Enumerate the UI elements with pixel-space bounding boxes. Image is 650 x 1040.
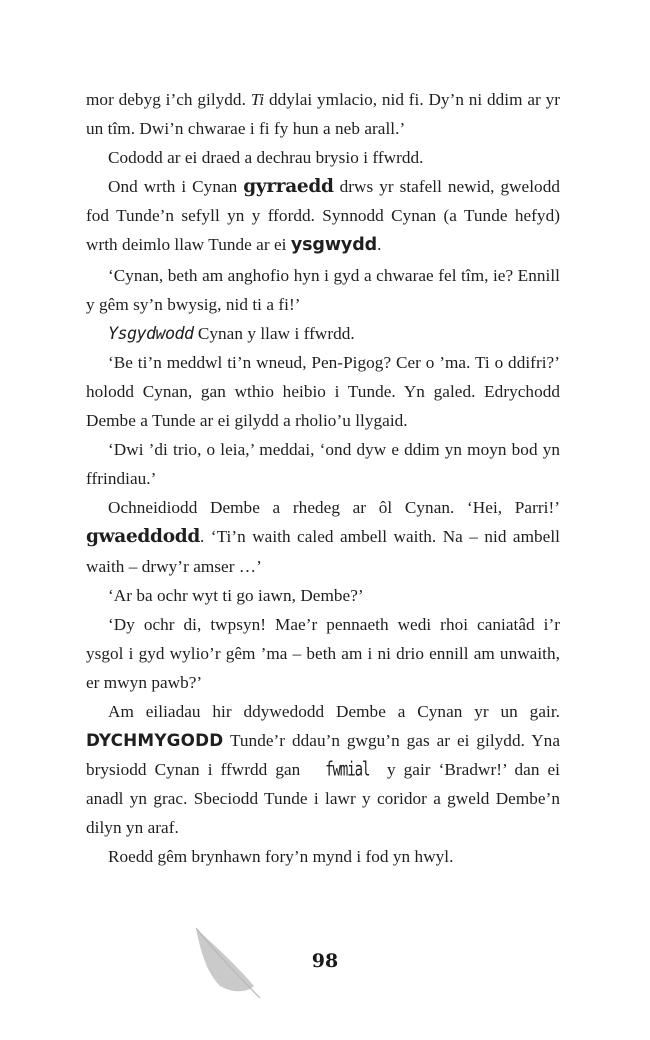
paragraph-1-text-a: mor debyg i’ch gilydd.: [86, 90, 251, 109]
paragraph-3: [86, 172, 560, 260]
paragraph-12-text: Roedd gêm brynhawn fory’n mynd i fod yn hwyl.: [108, 847, 454, 867]
paragraph-1-text-b: ddylai ymlacio, nid fi. Dy’n ni ddim ar yr un tîm. Dwi’n chwarae i fi fy hun a neb arall.’: [86, 90, 560, 139]
paragraph-11-display-word-2: fwmial: [325, 758, 370, 782]
paragraph-2-text: Cododd ar ei draed a dechrau brysio i ffwrdd.: [108, 148, 424, 168]
paragraph-5-display-word: Ysgydwodd: [108, 322, 194, 343]
paragraph-7: [86, 435, 560, 493]
paragraph-11-text-b: Tunde’r ddau’n gwgu’n gas ar ei gilydd. Yna brysiodd Cynan i ffwrdd gan: [86, 731, 560, 780]
paragraph-7-text: ‘Dwi ’di trio, o leia,’ meddai, ‘ond dyw e ddim yn moyn bod yn ffrindiau.’: [86, 440, 560, 489]
paragraph-4-text: ‘Cynan, beth am anghofio hyn i gyd a chwarae fel tîm, ie? Ennill y gêm sy’n bwysig, nid ti a fi!’: [86, 265, 560, 314]
paragraph-10: [86, 610, 560, 697]
paragraph-12: [86, 842, 560, 871]
paragraph-10-text: ‘Dy ochr di, twpsyn! Mae’r pennaeth wedi rhoi caniatâd i’r ysgol i gyd wylio’r gêm ’ma – beth am i ni drio ennill am unwaith, er mwyn pawb?’: [86, 614, 560, 692]
paragraph-11-display-word-1: DYCHMYGODD: [86, 730, 224, 751]
feather-icon: [190, 924, 270, 1004]
paragraph-11-text-c: y gair ‘Bradwr!’ dan ei anadl yn grac. Sbeciodd Tunde i lawr y coridor a gweld Dembe’n dilyn yn araf.: [86, 760, 560, 838]
feather-vane: [196, 928, 254, 991]
paragraph-3-text-a: Ond wrth i Cynan: [108, 177, 244, 197]
paragraph-1-emphasis: Ti: [250, 90, 265, 109]
body-text: [86, 85, 560, 872]
paragraph-6-text: ‘Be ti’n meddwl ti’n wneud, Pen-Pigog? Cer o ’ma. Ti o ddifri?’ holodd Cynan, gan wthio heibio i Tunde. Yn galed. Edrychodd Dembe a Tunde ar ei gilydd a rholio’u llygaid.: [86, 352, 560, 431]
paragraph-9-text: ‘Ar ba ochr wyt ti go iawn, Dembe?’: [108, 585, 364, 605]
paragraph-6: [86, 348, 560, 435]
paragraph-2: [86, 143, 560, 172]
paragraph-5-text: Cynan y llaw i ffwrdd.: [193, 323, 355, 343]
page-number: 98: [311, 950, 339, 972]
paragraph-1: [86, 85, 560, 143]
paragraph-3-text-c: .: [377, 235, 382, 255]
paragraph-4: [86, 261, 560, 319]
paragraph-3-display-word-1: gyrraedd: [243, 176, 334, 198]
paragraph-8-text-b: . ‘Ti’n waith caled ambell waith. Na – nid ambell waith – drwy’r amser …’: [86, 527, 560, 576]
paragraph-8-display-word: gwaeddodd: [86, 526, 201, 548]
paragraph-11-text-a: Am eiliadau hir ddywedodd Dembe a Cynan yr un gair.: [108, 701, 560, 721]
paragraph-8: [86, 493, 560, 580]
paragraph-5: [86, 319, 560, 348]
paragraph-8-text-a: Ochneidiodd Dembe a rhedeg ar ôl Cynan. ‘Hei, Parri!’: [108, 498, 560, 518]
paragraph-11: [86, 697, 560, 842]
paragraph-3-display-word-2: ysgwydd: [290, 235, 378, 256]
paragraph-9: [86, 581, 560, 610]
paragraph-3-text-b: drws yr stafell newid, gwelodd fod Tunde’n sefyll yn y ffordd. Synnodd Cynan (a Tunde hefyd) wrth deimlo llaw Tunde ar ei: [86, 177, 560, 255]
